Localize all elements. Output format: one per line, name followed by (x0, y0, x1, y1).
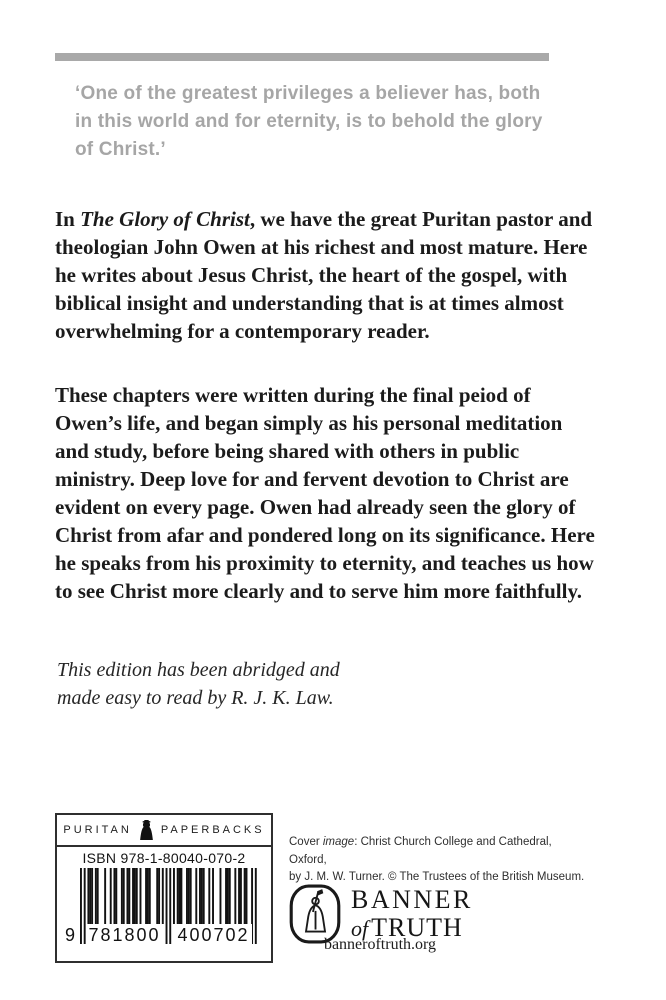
edition-note-line: This edition has been abridged and (57, 659, 340, 681)
publisher-logo (289, 884, 473, 944)
series-header (57, 815, 271, 847)
publisher-website: banneroftruth.org (323, 936, 437, 953)
credit-pre: Cover (289, 836, 323, 848)
publisher-wordmark (351, 887, 473, 941)
barcode (65, 868, 263, 952)
credit-line-2: by J. M. W. Turner. © The Trustees of the British Museum. (289, 871, 585, 883)
barcode-digit-group2: 400702 (175, 924, 252, 946)
blurb-p1-post: , we have the great Puritan pastor and theologian John Owen at his richest and most mature. Here he writes about Jesus Christ, the heart of the gospel, with biblical insight and understanding that is at times almost overwhelming for a contemporary reader. (55, 207, 593, 343)
isbn-text: ISBN 978-1-80040-070-2 (82, 850, 246, 866)
series-name-left: PURITAN (63, 824, 132, 836)
quote-line: of Christ.’ (75, 139, 166, 160)
cover-image-credit (289, 834, 589, 887)
quote-line: in this world and for eternity, is to behold the glory (75, 111, 543, 132)
publisher-name-bottom: TRUTH (371, 913, 463, 942)
credit-italic: image (322, 836, 355, 848)
barcode-digit-group1: 781800 (86, 924, 163, 946)
series-name-right: PAPERBACKS (160, 824, 265, 836)
credit-line-1 (289, 834, 589, 869)
credit-post: : Christ Church College and Cathedral, Oxford, (289, 836, 552, 866)
barcode-digit-lead: 9 (65, 925, 76, 945)
edition-note (57, 656, 477, 712)
series-barcode-box (55, 813, 273, 963)
blurb-p1-pre: In (55, 207, 81, 231)
publisher-name-of: of (351, 916, 369, 941)
puritan-figure-icon (140, 820, 153, 840)
publisher-name-top: BANNER (351, 885, 473, 914)
top-accent-bar (55, 53, 549, 61)
banner-of-truth-figure-icon (289, 884, 341, 944)
book-title: The Glory of Christ (80, 207, 250, 231)
blurb-paragraph-1 (55, 205, 595, 345)
edition-note-line: made easy to read by R. J. K. Law. (57, 687, 334, 709)
cover-quote (75, 80, 565, 164)
blurb-paragraph-2: These chapters were written during the final peiod of Owen’s life, and began simply as his personal meditation and study, before being shared with others in public ministry. Deep love for and fervent devotion to Christ are evident on every page. Owen had already seen the glory of Christ from afar and pondered long on its significance. Here he speaks from his proximity to eternity, and teaches us how to see Christ more clearly and to serve him more faithfully. (55, 383, 595, 603)
quote-line: ‘One of the greatest privileges a believer has, both (75, 83, 541, 104)
